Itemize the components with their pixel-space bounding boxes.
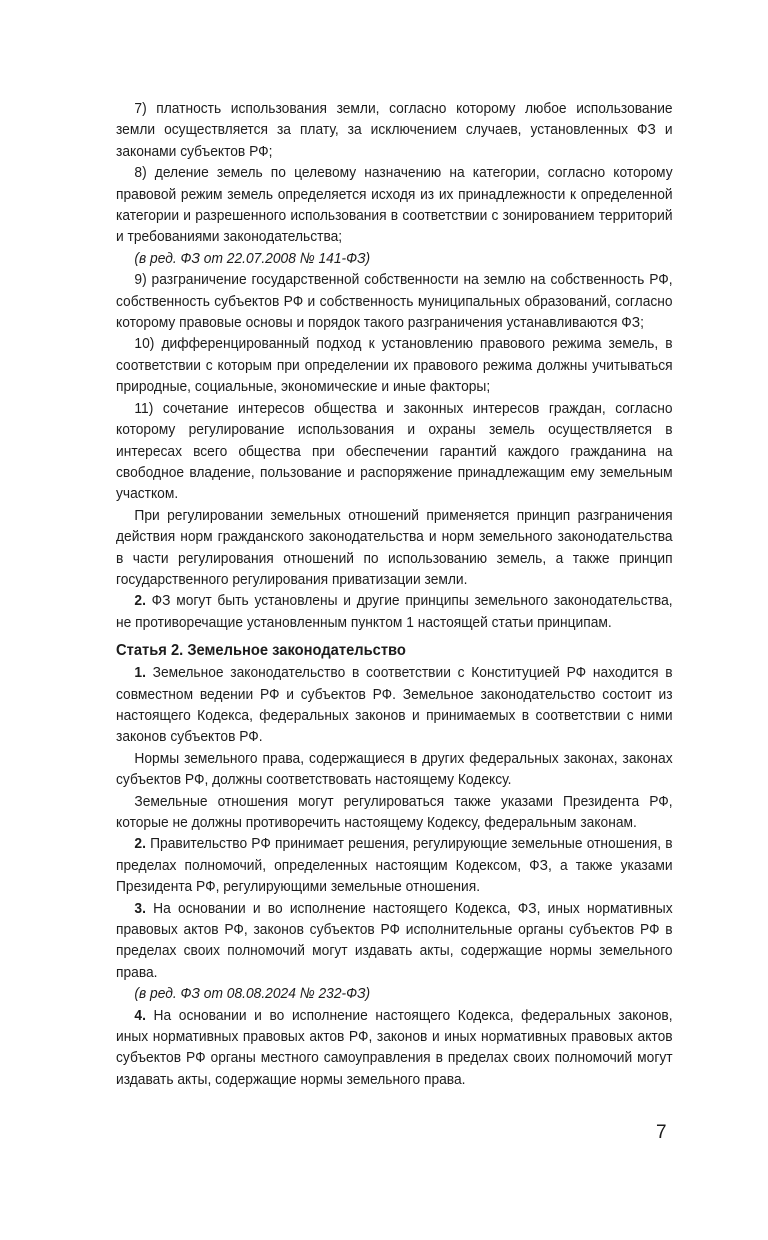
- clause-number: 1.: [134, 664, 146, 682]
- article2-clause-1b: Нормы земельного права, содержащиеся в других федеральных законах, законах субъектов РФ, должны соответствовать настоящему Кодексу.: [116, 749, 673, 789]
- clause-text: Правительство РФ принимает решения, регулирующие земельные отношения, в пределах полномочий, определенных настоящим Кодексом, ФЗ, а также указами Президента РФ, регулирующими земельные отношения.: [116, 835, 673, 896]
- article-heading: Статья 2. Земельное законодательство: [116, 642, 406, 660]
- paragraph-10: 10) дифференцированный подход к установлению правового режима земель, в соответствии с которым при определении их правового режима должны учитываться природные, социальные, экономические и иные факторы;: [116, 335, 673, 396]
- clause-text: На основании и во исполнение настоящего Кодекса, федеральных законов, иных нормативных правовых актов РФ, законов и иных нормативных правовых актов субъектов РФ органы местного самоуправления в пределах своих полномочий могут издавать акты, содержащие нормы земельного права.: [116, 1006, 673, 1088]
- article2-clause-1c: Земельные отношения могут регулироваться также указами Президента РФ, которые не должны противоречить настоящему Кодексу, федеральным законам.: [116, 792, 673, 831]
- paragraph-7: 7) платность использования земли, согласно которому любое использование земли осуществляется за плату, за исключением случаев, установленных ФЗ и законами субъектов РФ;: [116, 100, 673, 160]
- amendment-note: (в ред. ФЗ от 22.07.2008 № 141-ФЗ): [134, 249, 371, 267]
- paragraph-11: 11) сочетание интересов общества и законных интересов граждан, согласно которому регулирование использования и охраны земель осуществляется в интересах всего общества при обеспечении гарантий каждого гражданина на свободное владение, пользование и распоряжение принадлежащим ему земельным участком.: [116, 399, 673, 503]
- paragraph-8: 8) деление земель по целевому назначению на категории, согласно которому правовой режим земель определяется исходя из их принадлежности к определенной категории и разрешенного использования в соответствии с зонированием территорий и требованиями законодательства;: [116, 164, 673, 246]
- clause-2: [116, 590, 673, 633]
- article2-clause-4: [116, 1005, 673, 1091]
- paragraph-principle: При регулировании земельных отношений применяется принцип разграничения действия норм гражданского законодательства и норм земельного законодательства в части регулирования отношений по использованию земель, а также принцип государственного регулирования приватизации земли.: [116, 506, 673, 588]
- article2-clause-2: [116, 833, 673, 897]
- article2-clause-3: [116, 898, 673, 984]
- clause-number: 2.: [134, 835, 146, 853]
- amendment-note: (в ред. ФЗ от 08.08.2024 № 232-ФЗ): [134, 985, 371, 1003]
- clause-text: На основании и во исполнение настоящего Кодекса, ФЗ, иных нормативных правовых актов РФ, законов субъектов РФ исполнительные органы субъектов РФ в пределах своих полномочий могут издавать акты, содержащие нормы земельного права.: [116, 899, 673, 981]
- article2-clause-1: [116, 662, 673, 748]
- clause-number: 4.: [134, 1006, 146, 1024]
- page-number: 7: [656, 1122, 667, 1143]
- page-body: [116, 98, 673, 1090]
- clause-text: Земельное законодательство в соответствии с Конституцией РФ находится в совместном ведении РФ и субъектов РФ. Земельное законодательство состоит из настоящего Кодекса, федеральных законов и принимаемых в соответствии с ними законов субъектов РФ.: [116, 664, 673, 746]
- clause-text: ФЗ могут быть установлены и другие принципы земельного законодательства, не противоречащие установленным пунктом 1 настоящей статьи принципам.: [116, 592, 673, 631]
- clause-number: 3.: [134, 899, 146, 917]
- clause-number: 2.: [134, 592, 146, 610]
- paragraph-9: 9) разграничение государственной собственности на землю на собственность РФ, собственность субъектов РФ и собственность муниципальных образований, согласно которому правовые основы и порядок такого разграничения устанавливаются ФЗ;: [116, 271, 673, 332]
